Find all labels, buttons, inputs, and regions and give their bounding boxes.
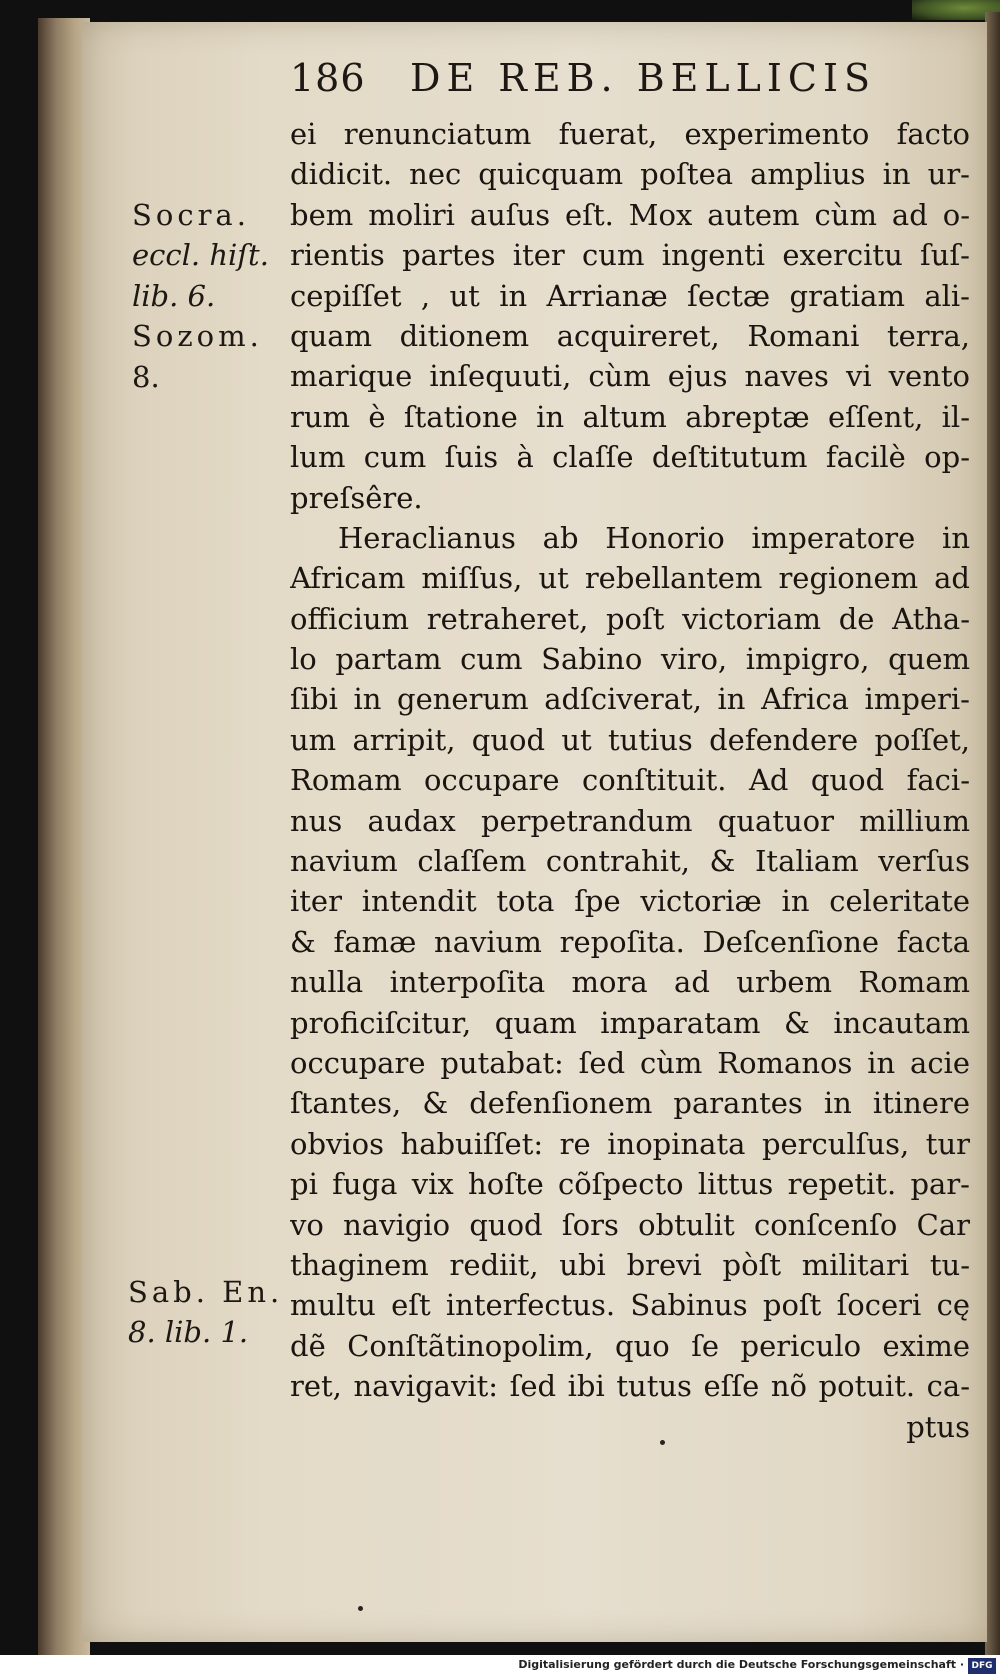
margin-note-line: eccl. hiſt. <box>132 238 269 273</box>
text-line: quam ditionem acquireret, Romani terra, <box>290 318 970 353</box>
text-line: obvios habuiſſet: re inopinata perculſus, tur <box>290 1126 970 1161</box>
text-line: officium retraheret, poſt victoriam de Atha- <box>290 601 970 636</box>
text-line: iter intendit tota ſpe victoriæ in celeritate <box>290 884 970 919</box>
text-line: ſtantes, & defenſionem parantes in itinere <box>290 1086 970 1121</box>
text-line: nus audax perpetrandum quatuor millium <box>290 803 970 838</box>
text-line: um arripit, quod ut tutius defendere poſſet, <box>290 722 970 757</box>
text-line: proficiſcitur, quam imparatam & incautam <box>290 1005 970 1040</box>
text-line: lum cum ſuis à claſſe deſtitutum facilè op- <box>290 440 970 475</box>
catchword: ptus <box>906 1409 970 1444</box>
text-line: ſibi in generum adſciverat, in Africa imperi- <box>290 682 970 717</box>
text-line: dẽ Conſtãtinopolim, quo ſe periculo exime <box>290 1328 970 1363</box>
margin-note-line: lib. 6. <box>132 278 216 313</box>
text-line: pi fuga vix hoſte cõſpecto littus repetit. par- <box>290 1167 970 1202</box>
digitization-footer <box>0 1655 1000 1678</box>
text-line: vo navigio quod ſors obtulit conſcenſo Car <box>290 1207 970 1242</box>
margin-note-socrates <box>132 195 269 397</box>
text-line: preſsêre. <box>290 480 423 515</box>
page-number: 186 <box>290 56 366 100</box>
text-line: lo partam cum Sabino viro, impigro, quem <box>290 642 970 677</box>
margin-note-sabellicus <box>128 1272 283 1353</box>
margin-note-line: Socra. <box>132 198 250 232</box>
text-line: rum è ſtatione in altum abreptæ eſſent, il- <box>290 399 970 434</box>
paragraph-start: Heraclianus ab Honorio imperatore in <box>338 520 970 555</box>
margin-note-line: Sab. En. <box>128 1275 284 1309</box>
ink-speck <box>358 1606 363 1611</box>
book-fore-edge <box>985 12 1000 1655</box>
funding-credit: Digitalisierung gefördert durch die Deutsche Forschungsgemeinschaft · <box>518 1658 964 1671</box>
margin-note-line: 8. <box>132 359 160 394</box>
text-line: rientis partes iter cum ingenti exercitu ſuſ- <box>290 238 970 273</box>
text-line: ei renunciatum fuerat, experimento facto <box>290 117 970 151</box>
text-line: Romam occupare conſtituit. Ad quod faci- <box>290 763 970 798</box>
text-line: multu eſt interfectus. Sabinus poſt ſoceri cę <box>290 1288 970 1323</box>
text-line: marique inſequuti, cùm ejus naves vi vento <box>290 359 970 394</box>
text-line: cepiſſet , ut in Arrianæ ſectæ gratiam ali- <box>290 278 970 313</box>
text-line: Africam miſſus, ut rebellantem regionem ad <box>290 561 970 596</box>
text-line: bem moliri auſus eſt. Mox autem cùm ad o- <box>290 197 970 232</box>
page-header <box>290 56 950 106</box>
text-line: didicit. nec quicquam poſtea amplius in ur- <box>290 157 970 192</box>
dfg-logo: DFG <box>968 1658 996 1674</box>
ink-speck <box>660 1440 665 1445</box>
text-line: & famæ navium repoſita. Deſcenſione facta <box>290 924 970 959</box>
margin-note-line: 8. lib. 1. <box>128 1315 249 1350</box>
text-line: occupare putabat: ſed cùm Romanos in acie <box>290 1045 970 1080</box>
margin-note-line: Sozom. <box>132 319 263 354</box>
running-head: DE REB. BELLICIS <box>410 56 876 100</box>
text-line: thaginem rediit, ubi brevi pòſt militari tu- <box>290 1247 970 1282</box>
text-line: ret, navigavit: ſed ibi tutus eſſe nõ potuit. ca- <box>290 1369 970 1404</box>
body-text <box>290 114 970 1447</box>
text-line: navium claſſem contrahit, & Italiam verſus <box>290 844 970 879</box>
text-line: nulla interpoſita mora ad urbem Romam <box>290 965 970 1000</box>
